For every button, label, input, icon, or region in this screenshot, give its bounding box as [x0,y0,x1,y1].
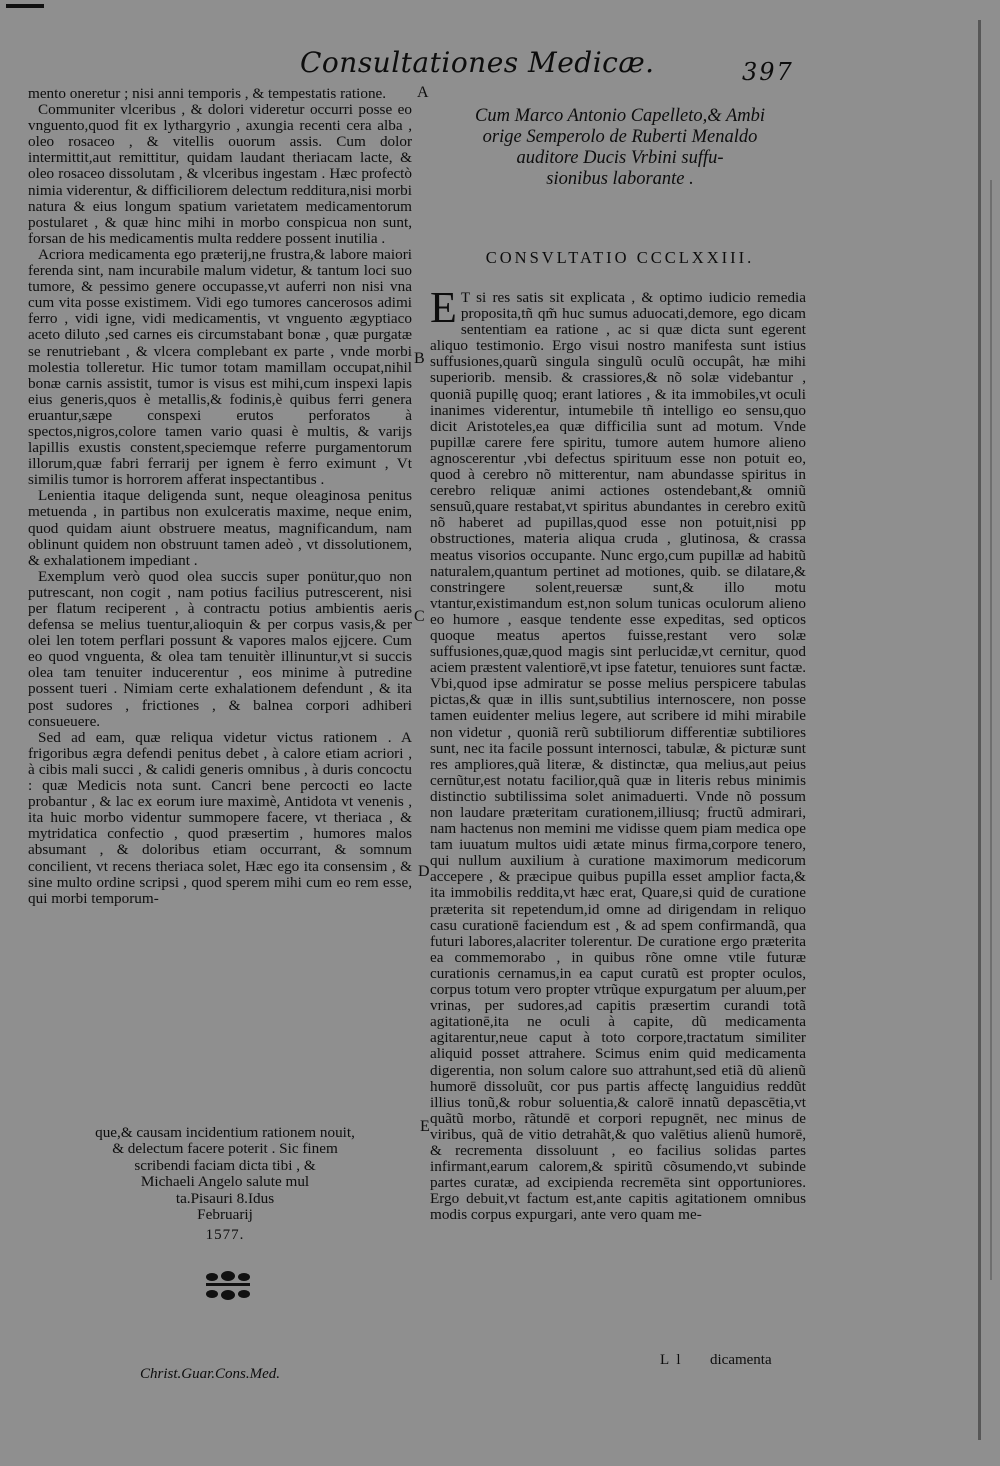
paragraph: Communiter vlceribus , & dolori videretur occurri posse eo vnguento,quod fit ex lythargyrio , axungia recenti cera alba , oleo rosaceo , & vitellis ouorum assis. Cum dolor intermittit,aut remittitur, quidam laudant theriacam lacte, & oleo rosaceo dissolutam , & vlceribus ingestam . Hæc profectò nimia viderentur, & difficiliorem delectum redditura,nisi morbi natura & eius longum spatium varietatem medicamentorum postularet , & quæ hinc mihi in morbo conspicua non sunt, forsan de his medicamentis multa reddere possent inutilia . [28,101,412,247]
page-gutter-shadow [990,180,992,1280]
paragraph: Lenientia itaque deligenda sunt, neque oleaginosa penitus metuenda , in partibus non exulceratis maxime, neque enim, quod quidam aiunt obstruere meatus, magnificandum, nam oblinunt quidem non obstruunt tamen adeò , vt dissolutionem, & exhalationem impediant . [28,487,412,569]
closing-line: scribendi faciam dicta tibi , & [134,1156,316,1174]
drop-cap: E [430,283,457,332]
margin-letter: D [418,863,430,880]
margin-letter: A [417,84,429,101]
gathering-signature: L l [660,1352,683,1368]
heading-line: Cum Marco Antonio Capelleto,& Ambi [475,106,765,126]
heading-line: auditore Ducis Vrbini suffu- [516,148,724,168]
closing-line: ta.Pisauri 8.Idus [175,1189,275,1207]
consultation-number: CONSVLTATIO CCCLXXIII. [485,248,755,267]
heading-line: sionibus laborante . [546,169,694,189]
closing-line: Februarij [197,1206,253,1224]
letter-closing [60,1125,390,1244]
scan-edge-mark [6,4,44,8]
closing-year: 1577. [205,1227,245,1244]
running-title: Consultationes Medicæ. [300,46,655,79]
closing-line: & delectum facere poterit . Sic finem [112,1140,338,1158]
margin-letter: B [414,350,425,367]
fleuron-ornament-icon [200,1268,256,1304]
consultation-heading [440,106,800,190]
printer-signature: Christ.Guar.Cons.Med. [140,1366,281,1382]
paragraph-text: T si res satis sit explicata , & optimo iudicio remedia proposita,tñ qm̃ huc sumus aduocati,demore, ego dicam sententiam ea ratione , ac si quæ dicta sunt egerent aliquo testimonio. Ergo visui nostro manifesta sunt istius suffusiones,quarũ singula singulũ oculũ occupât, hæ mihi superiorib. mensib. & crassiores,& nõ solæ videbantur , quoniã pupillę quoq; erant latiores , & ita immobiles,vt oculi inanimes viderentur, intumebile tñ intelligo eo sensu,quo dicit Aristoteles,ea quæ difficilia sunt ad motum. Vnde pupillæ carere fere spiritu, tumore autem humore alieno agnoscerentur ,vbi defectus spirituum esse non potuit eo, quod à cerebro nõ mitterentur, nam abundasse spiritus in cerebro reliquæ animi actiones ostendebant,& omniũ sensuũ,quare restabat,vt spiritus abundantes in cerebro exitũ nõ haberet ad pupillas,quod esse non potuit,nisi pp obstructiones, materia aliqua cruda , glutinosa, & crassa meatus visorios occupante. Nunc ergo,cum pupillæ ad habitũ naturalem,quantum pertinet ad motiones, quib. se dilatare,& constringere solent,reuersæ sunt,& illo motu vtantur,existimandum est,non solum tunicas oculorum alieno eo humore , easque tendente esse expeditas, sed opticos quoque meatus apertos fuisse,restant vero solæ suffusiones,quæ,quod magis sint perlucidæ,vt cernitur, quod aciem præstent valentiorē,vt ipse fatetur, tenuiores sunt factæ. Vbi,quod ipse admiratur se posse melius perspicere tabulas pictas,& quæ in illis sunt,subtilius internoscere, non posse tamen euidenter melius legere, aut scribere id mihi mirabile non videtur , quoniã rerũ subtiliorum differentiæ subtiliores sunt, nec ita facile possunt internosci, tabulæ, & picturæ sunt res ampliores,quã literæ, & distinctæ, qua melius,aut peius cernũtur,est notatu facilior,quã quæ in literis rebus minimis distinctio subtilissima solet animaduerti. Vnde nõ possum non laudare præteritam curationem,illiusq; fructũ admirari, nam hactenus non memini me vidisse quem piam medica ope tam iuuatum multos uidi ætate minus firma,corpore tenero, qui nullum auxilium à curatione maximorum medicorum accepere , & præcipue quibus pupilla esset amplior facta,& ita immobilis reddita,vt hæc erat, Quare,si quid de curatione præterita sit repetendum,id omne ad dirigendam in reliquo casu curationē faciendum est , & ad spem confirmandã, qua futuri labores,alacriter tolerentur. De curatione ergo præterita ea commemorabo , in quibus rõne omne vtile futuræ curationis cernamus,in ea caput curatũ est propter oculos, corpus totum vero propter vtrũque expurgatum per aluum,per vrinas, per sudores,ad capitis præsertim curandi totã agitationē,ita ne oculi à capite, dũ medicamenta agitarentur,neue caput à toto corpore,tractatum similiter aliquid posset attrahere. Scimus enim quid medicamenta digerentia, non solum calore suo attrahunt,sed etiã dũ alienũ humorē dissoluũt, cor pus partis affectę languidius reddũt illius tonũ,& robur soluentia,& calorē innatũ depascētia,vt quãtũ morbo, rãtundē et corpori repugnēt, nec minus de viribus, quã de vitio detrahãt,& quo valētius alienũ humorē, & recrementa dissoluunt , eo facilius solidas partes infirmant,earum calorem,& spiritũ cõsumendo,vt subinde partes curatæ, ad excipienda recremēta sint opportuniores. Ergo debuit,vt factum est,ante capitis agitationem omnibus modis corpus expurgari, ante vero quam me- [430,289,806,1224]
heading-line: orige Semperolo de Ruberti Menaldo [482,127,758,147]
closing-line: Michaeli Angelo salute mul [140,1173,310,1191]
closing-line: que,& causam incidentium rationem nouit, [95,1124,355,1141]
margin-letter: C [414,608,425,625]
paragraph: Exemplum verò quod olea succis super ponütur,quo non putrescant, non cogit , nam potius facilius putrescerent, nisi per flatum reciperent , à contractu potius ambientis aeris defensa se melius tuentur,alioquin & per corpus vasis,& per olei len totem perflari possunt & vapores malos ejjcere. Cum eo quod vnguenta, & olea tam tenuitèr illinuntur,vt si succis olea tam tenuiter inducerentur , eos minime à putredine possent tueri . Nimiam certe exhalationem defendunt , & ita post sudores , frictiones , & balnea corpori adhiberi consueuere. [28,567,412,730]
page-number: 397 [742,58,794,86]
margin-letter: E [420,1118,430,1135]
catchword: dicamenta [710,1352,772,1368]
paragraph [430,283,806,1224]
paragraph: Acriora medicamenta ego præterij,ne frustra,& labore maiori ferenda sint, nam incurabile malum videtur, & tantum loci suo tumore, & pessimo genere occupasse,vt auferri non nisi vna cum vita posse existimem. Vidi ego tumores cancerosos adimi ferro , vidi igne, vidi medicamentis, vt vnguento ægyptiaco aceto diluto ,sed carnes eis circumstabant bonæ , quæ purgatæ se renutriebant , & vlcera complebant ex parte , vnde morbi molestia tolleretur. Hic tumor totam mamillam occupat,nihil bonæ carnis assistit, tumor is visus est mihi,cum inspexi lapis eius generis,quos è metallis,& fodinis,è quibus ferri genera eruantur,sæpe conspexi erutos perforatos à spectos,nigros,colore tamen vario quasi è multis, & varijs lapillis exustis constent,speciemque referre purgamentorum illorum,quæ fabri ferrarij per ignem è ferro eximunt , Vt similis tumor is horrorem afferat inspectantibus . [28,245,412,489]
right-column [430,283,806,1224]
paragraph: mento oneretur ; nisi anni temporis , & tempestatis ratione. [28,85,387,102]
left-column [28,86,412,907]
page-gutter-edge [978,20,981,1440]
paragraph: Sed ad eam, quæ reliqua videtur victus rationem . A frigoribus ægra defendi penitus debet , à calore etiam acriori , à cibis mali succi , & calidi generis omnibus , à duris concoctu : quæ Medicis nota sunt. Cancri bene percocti eo lacte probantur , & lac ex eorum iure maximè, Antidota vt venenis , ita huic morbo videntur summopere facere, vt theriaca , & mytridatica confectio , quod præsertim , humores malos absumant , & doloribus etiam occurrant, & somnum concilient, vt recens theriaca solet, Hæc ego ita consensim , & sine multo ordine scripsi , quod sperem mihi cum eo rem esse, qui morbi temporum- [28,728,412,907]
